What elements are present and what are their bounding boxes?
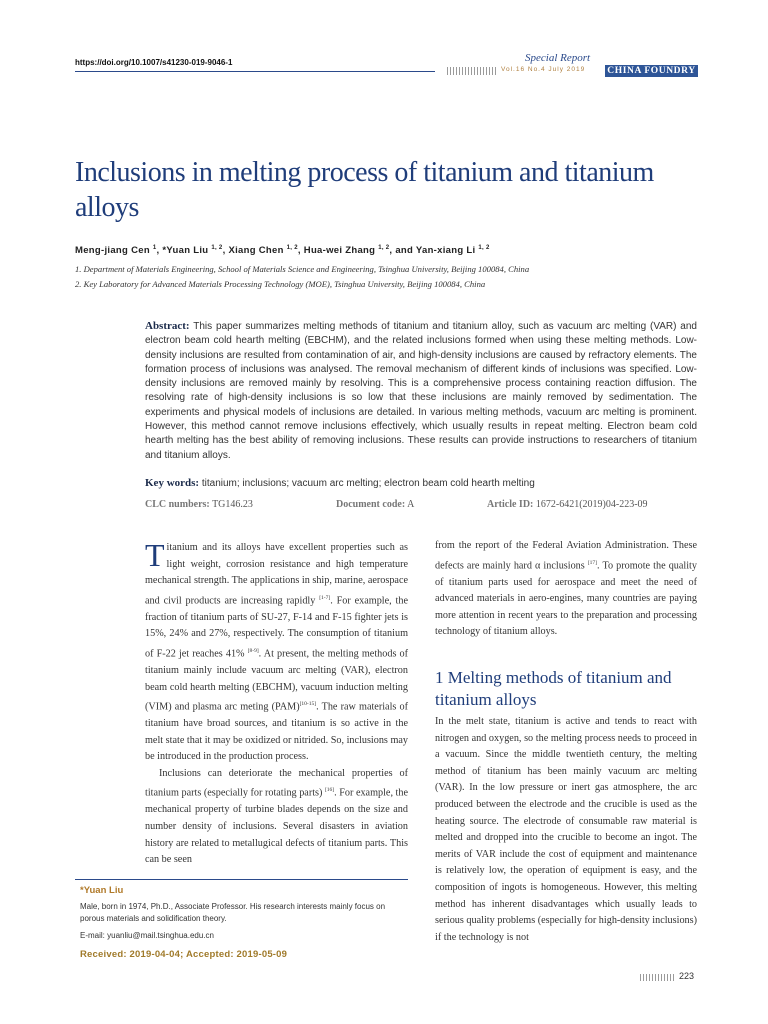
intro-paragraph-3 [435, 538, 697, 641]
left-column [145, 537, 409, 869]
author-name: Meng-jiang Cen [75, 245, 150, 257]
right-column-top [435, 538, 697, 641]
article-id [487, 499, 648, 510]
author-name: *Yuan Liu [162, 245, 209, 257]
received-accepted-dates: Received: 2019-04-04; Accepted: 2019-05-09 [80, 949, 288, 960]
journal-name-badge: CHINA FOUNDRY [605, 65, 698, 77]
abstract-label: Abstract: [145, 320, 190, 332]
journal-header-bar [435, 65, 698, 77]
doc-code-label: Document code: [336, 499, 406, 510]
paragraph-text: . For example, the fraction of titanium parts of SU-27, F-14 and F-15 fighter jets is 15%, 24% and 27%, respectively. The consumption of titanium of F-22 jet reaches 41% [145, 595, 408, 660]
paragraph-text: . To promote the quality of titanium parts used for aerospace and meet the need of advanced materials in aero-engines, many countries are paying more attention in recent years to the preparation and processing technology of titanium alloys. [435, 559, 697, 638]
footnote-rule [75, 879, 408, 880]
affiliation-1: 1. Department of Materials Engineering, School of Materials Science and Engineering, Tsinghua University, Beijing 100084, China [75, 264, 530, 274]
corresponding-author-email[interactable]: E-mail: yuanliu@mail.tsinghua.edu.cn [80, 931, 214, 940]
author-affiliation-sup: 1, 2 [478, 245, 490, 251]
author-list: Meng-jiang Cen $^1$, *Yuan Liu $^{1, 2}$, Xiang Chen $^{1, 2}$, Hua-wei Zhang $^{1, 2}$, and Yan-xiang Li $^{1, 2}$ [75, 245, 490, 257]
volume-label: Vol.16 No.4 July 2019 [501, 66, 586, 73]
author-affiliation-sup: 1, 2 [286, 245, 298, 251]
doc-code-value: A [407, 499, 415, 510]
paragraph-text: itanium and its alloys have excellent properties such as light weight, corrosion resistance and high temperature mechanical strength. The applications in ship, marine, aerospace and civil products are increasing rapidly [145, 542, 408, 607]
drop-cap: T [145, 537, 165, 573]
article-id-value: 1672-6421(2019)04-223-09 [535, 499, 648, 510]
document-code [336, 499, 414, 510]
paragraph-text: from the report of the Federal Aviation Administration. These defects are mainly hard α inclusions [435, 540, 697, 571]
paragraph-text: . For example, the mechanical property of turbine blades depends on the size and number density of inclusions. Several disasters in aviation history are related to metallugical defects of titanium parts. This can be seen [145, 787, 408, 866]
paragraph-text: . At present, the melting methods of titanium mainly include vacuum arc melting (VAR), electron beam cold hearth melting (EBCHM), vacuum induction melting (VIM) and plasma arc meting (PAM) [145, 648, 408, 713]
paragraph-text: . The raw materials of titanium have broad sources, and titanium is so active in the melt state that it may be oxidized or nitrided. So, inclusions may be introduced in the production process. [145, 701, 409, 763]
special-report-label: Special Report [525, 52, 591, 64]
author-name: Xiang Chen [228, 245, 284, 257]
corresponding-author-bio: Male, born in 1974, Ph.D., Associate Professor. His research interests mainly focus on porous materials and solidification theory. [80, 902, 386, 923]
intro-paragraph-2 [145, 766, 408, 869]
paragraph-text: Inclusions can deteriorate the mechanical properties of titanium parts (especially for rotating parts) [145, 767, 408, 799]
citation[interactable]: [10-15] [299, 701, 317, 708]
abstract-text: This paper summarizes melting methods of titanium and titanium alloy, such as vacuum arc melting (VAR) and electron beam cold hearth melting (EBCHM), and the related inclusions formed when using these melting methods. Low-density inclusions are resulted from contamination of air, and high-density inclusions are caused by refractory elements. The formation process of inclusions was analysed. The removal mechanism of different kinds of inclusions was specified. Low-density inclusions are removed mainly by resolving. This is a comprehensive process containing reaction diffusion. The resolving rate of high-density inclusions is so low that these inclusions are mainly removed by sedimentation. The experiments and physical models of inclusions are detailed. In various melting methods, vacuum arc melting is prominent. However, this method cannot remove inclusions effectively, which usually results in repeat melting. Electron beam cold hearth melting has the best ability of removing inclusions. These results can provide instructions to researchers of titanium and titanium alloys. [145, 321, 697, 461]
article-id-label: Article ID: [487, 499, 534, 510]
header-rule [75, 71, 435, 72]
author-name: Hua-wei Zhang [303, 245, 376, 257]
keywords-text: titanium; inclusions; vacuum arc melting; electron beam cold hearth melting [201, 478, 535, 489]
affiliation-2: 2. Key Laboratory for Advanced Materials Processing Technology (MOE), Tsinghua University, Beijing 100084, China [75, 279, 486, 289]
intro-paragraph-1 [145, 537, 409, 766]
citation[interactable]: [16] [324, 787, 335, 794]
author-affiliation-sup: 1, 2 [211, 245, 223, 251]
citation[interactable]: [1-7] [319, 594, 331, 601]
author-affiliation-sup: 1 [152, 245, 157, 251]
clc-number [145, 499, 253, 510]
citation[interactable]: [8-9] [247, 647, 259, 654]
section-heading: 1 Melting methods of titanium and titanium alloys [435, 668, 672, 709]
article-title: Inclusions in melting process of titanium and titanium alloys [75, 157, 654, 223]
clc-value: TG146.23 [212, 499, 253, 510]
doi-link[interactable]: https://doi.org/10.1007/s41230-019-9046-1 [75, 58, 233, 67]
right-column-bottom [435, 714, 697, 946]
footer-decorative-ticks [640, 974, 674, 981]
section-1-paragraph: In the melt state, titanium is active and tends to react with nitrogen and oxygen, so the melting process needs to proceed in a vacuum. Since the middle twentieth century, the melting method of titanium has been mainly vacuum arc melting (VAR). In the low pressure or inert gas atmosphere, the arc produced between the electrode and the crucible is used as the heating source. The electrode of consumable raw material is melted and dropped into the crucible to become an ingot. The merits of VAR include the cost of equipment and maintenance is relatively low, the operation of equipment is easy, and the composition of ingots is homogeneous. However, this melting method has inherent disadvantages which usually leads to serious quality problems (especially for high-density inclusions) if the technology is not [435, 716, 697, 943]
keywords [145, 477, 697, 489]
keywords-label: Key words: [145, 477, 200, 489]
citation[interactable]: [17] [587, 559, 597, 566]
author-affiliation-sup: 1, 2 [378, 245, 390, 251]
author-name: and Yan-xiang Li [395, 245, 476, 257]
decorative-ticks [447, 67, 497, 75]
corresponding-author-name: *Yuan Liu [80, 885, 124, 896]
clc-label: CLC numbers: [145, 499, 210, 510]
abstract [145, 320, 697, 463]
page-number: 223 [679, 971, 695, 981]
